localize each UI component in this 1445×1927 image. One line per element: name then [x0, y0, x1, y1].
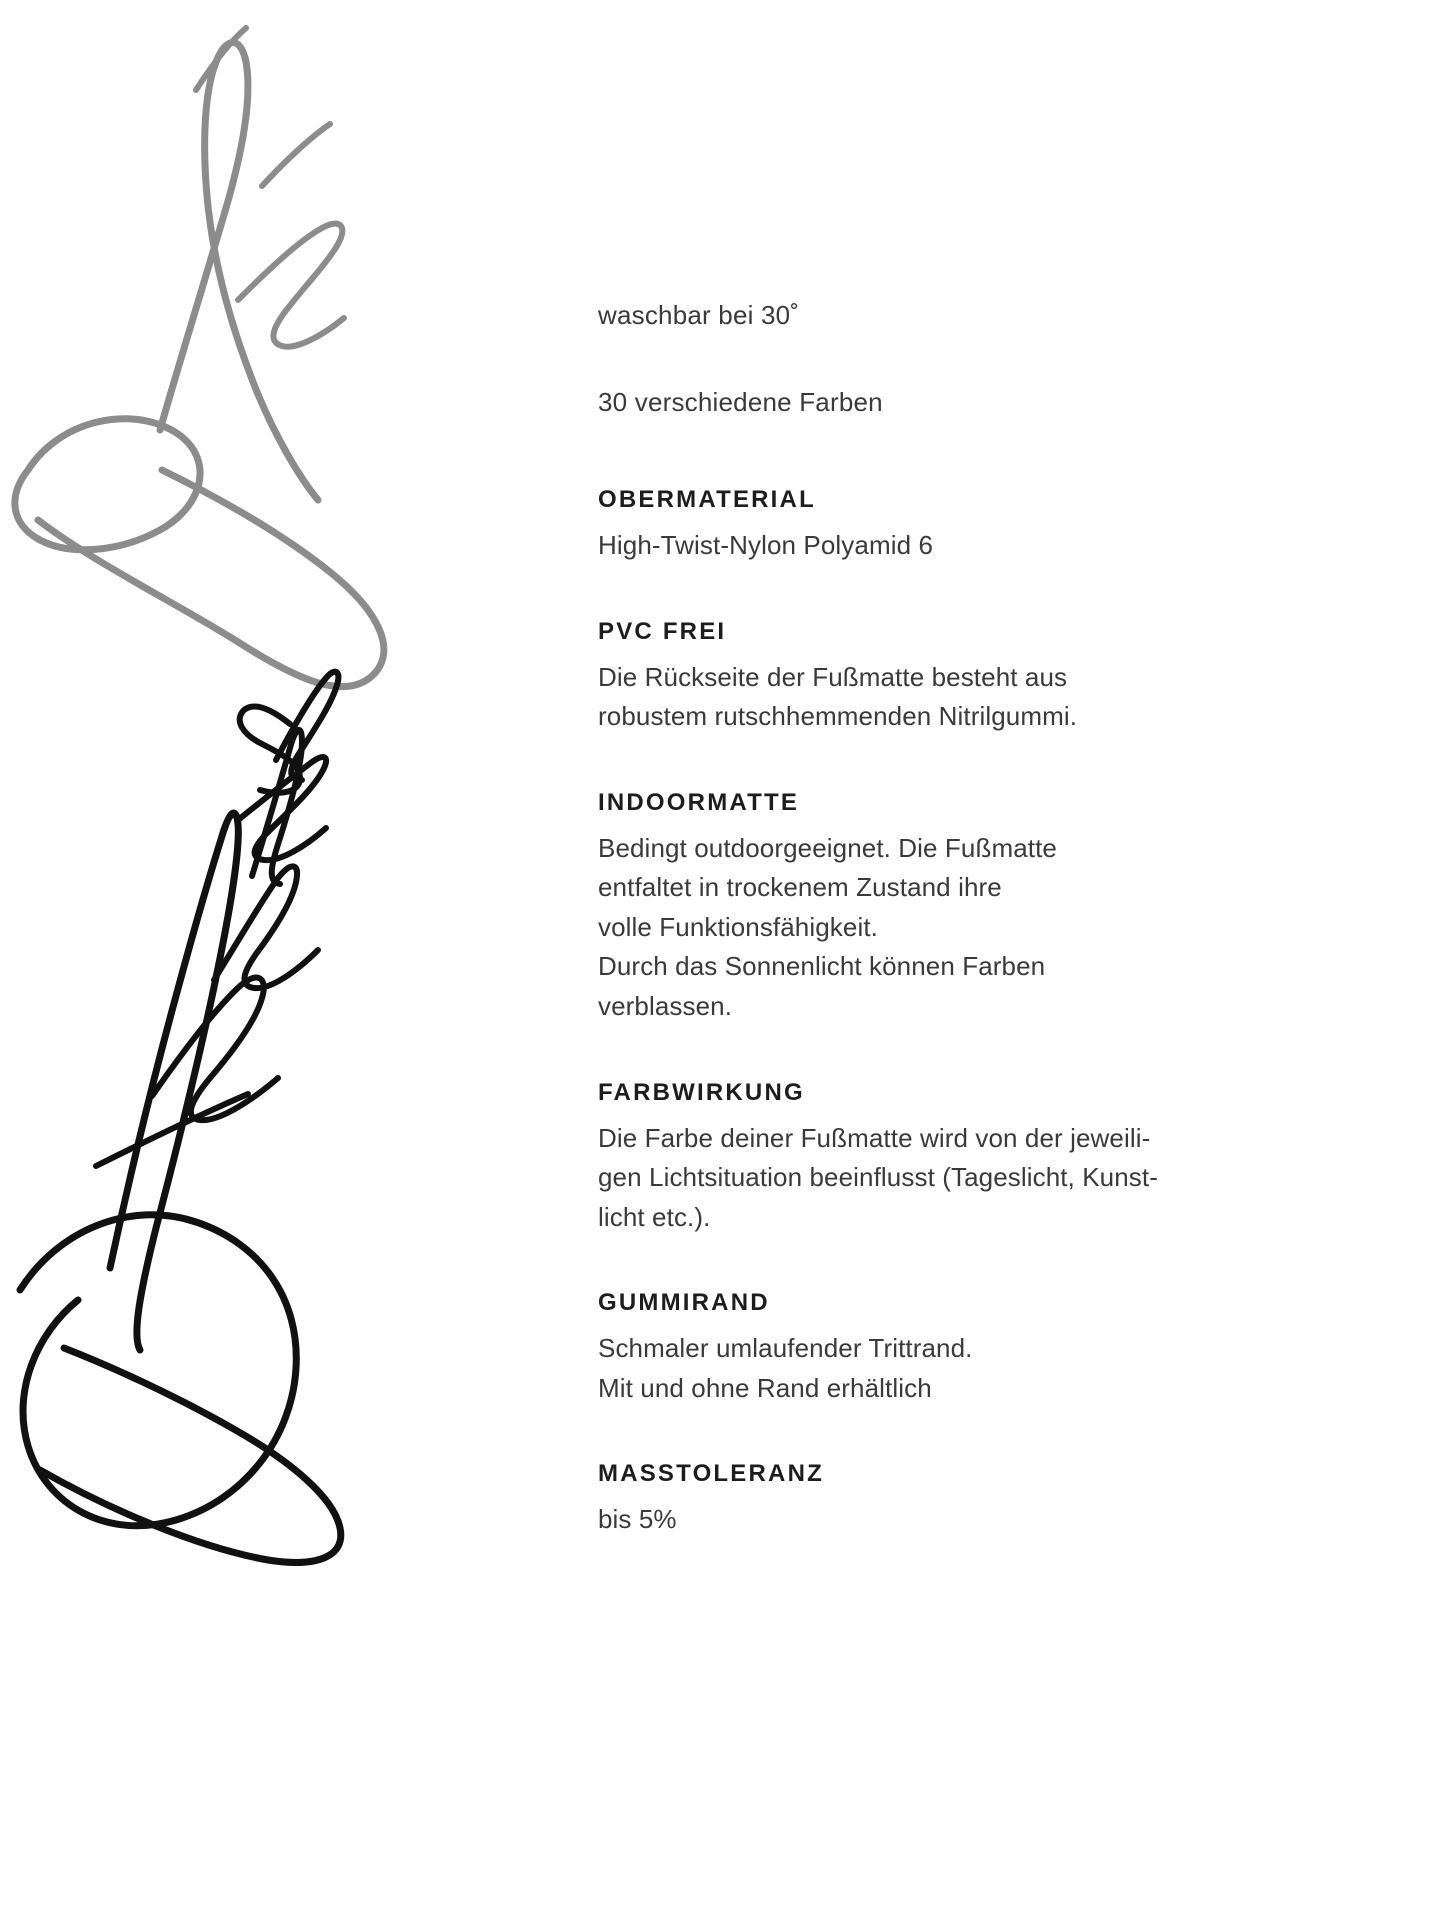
section-heading: FARBWIRKUNG: [598, 1078, 805, 1106]
section-indoormatte: [598, 789, 1338, 1027]
section-body-line: Die Farbe deiner Fußmatte wird von der jeweili-: [598, 1122, 1151, 1153]
section-body-line: Mit und ohne Rand erhältlich: [598, 1372, 932, 1403]
section-heading: MASSTOLERANZ: [598, 1460, 824, 1488]
section-body-line: gen Lichtsituation beeinflusst (Tageslicht, Kunst-: [598, 1162, 1158, 1193]
section-body: [598, 829, 1338, 1027]
section-body-line: verblassen.: [598, 990, 733, 1021]
section-heading: PVC FREI: [598, 617, 727, 645]
section-body: [598, 1500, 1338, 1540]
script-word-basic: [15, 28, 384, 687]
script-word-details: [20, 672, 341, 1563]
section-body-line: robustem rutschhemmenden Nitrilgummi.: [598, 701, 1078, 732]
section-pvc-frei: [598, 618, 1338, 737]
decorative-script-headline: [0, 0, 520, 1927]
section-body-line: volle Funktionsfähigkeit.: [598, 911, 878, 942]
section-heading: GUMMIRAND: [598, 1289, 770, 1317]
washing-info: waschbar bei 30˚: [598, 300, 800, 330]
section-masstoleranz: [598, 1460, 1338, 1540]
product-details-text-column: [598, 300, 1338, 1540]
section-body: [598, 1119, 1338, 1238]
section-body-line: Bedingt outdoorgeeignet. Die Fußmatte: [598, 832, 1057, 863]
color-count-info: 30 verschiedene Farben: [598, 387, 883, 418]
section-body: [598, 526, 1338, 566]
section-body-line: entfaltet in trockenem Zustand ihre: [598, 872, 1002, 903]
section-obermaterial: [598, 486, 1338, 566]
section-body-line: Die Rückseite der Fußmatte besteht aus: [598, 661, 1068, 692]
section-farbwirkung: [598, 1079, 1338, 1238]
section-body: [598, 1329, 1338, 1408]
section-gummirand: [598, 1289, 1338, 1408]
section-heading: OBERMATERIAL: [598, 486, 816, 514]
section-body-line: Schmaler umlaufender Trittrand.: [598, 1333, 973, 1364]
section-body-line: bis 5%: [598, 1504, 677, 1535]
section-body-line: Durch das Sonnenlicht können Farben: [598, 951, 1046, 982]
section-body-line: High-Twist-Nylon Polyamid 6: [598, 530, 934, 561]
section-heading: INDOORMATTE: [598, 788, 800, 816]
section-body: [598, 658, 1338, 737]
section-body-line: licht etc.).: [598, 1201, 711, 1232]
